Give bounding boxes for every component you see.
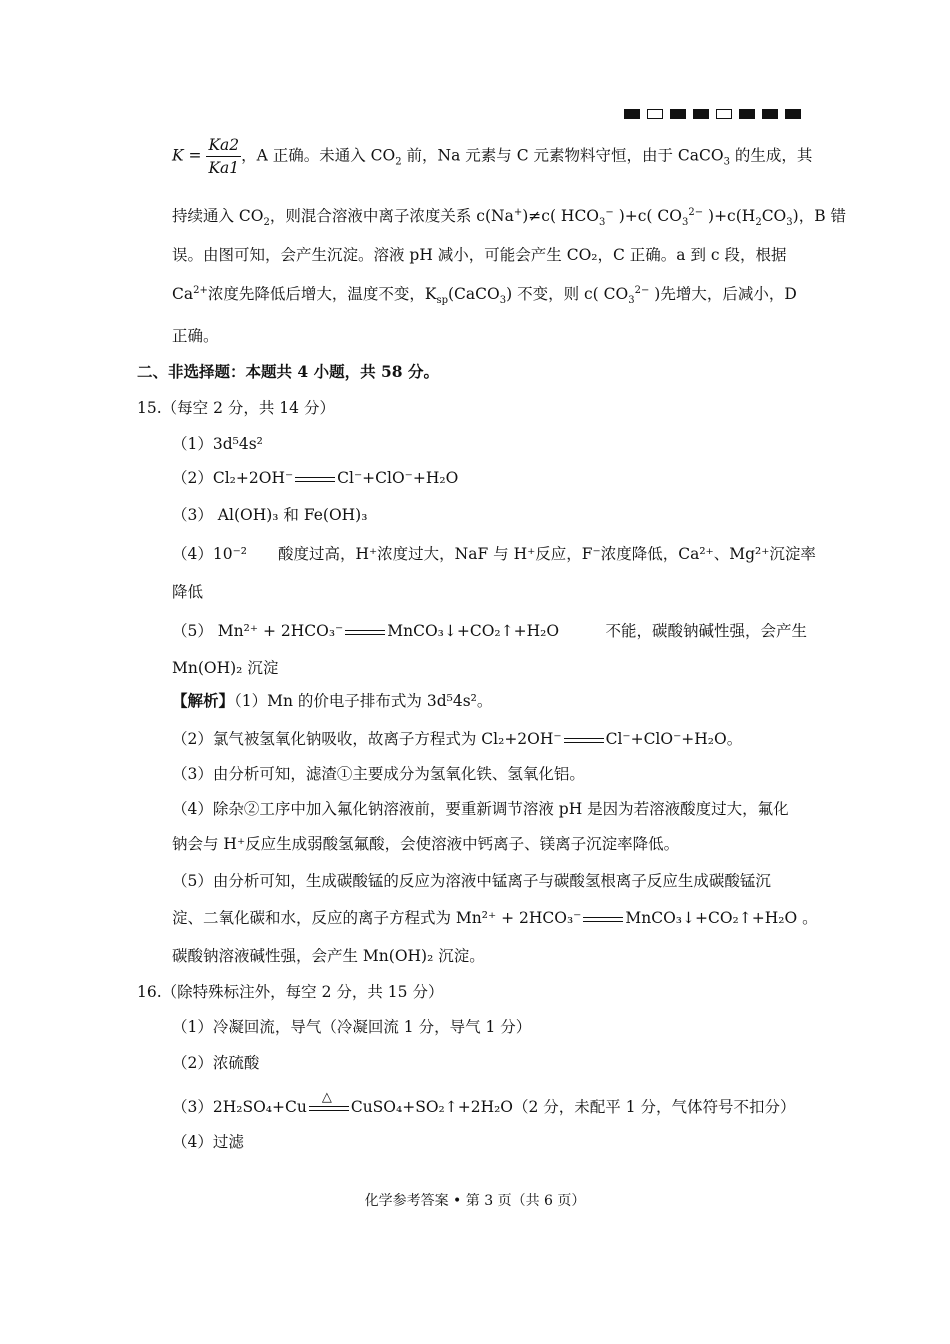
text: Cl⁻+ClO⁻+H₂O。 — [605, 730, 743, 748]
q15-heading: 15.（每空 2 分，共 14 分） — [137, 399, 335, 417]
q15-ex5-line3: 碳酸钠溶液碱性强，会产生 Mn(OH)₂ 沉淀。 — [172, 947, 485, 965]
k-denominator: Ka1 — [208, 159, 240, 177]
q15-ex5-line1: （5）由分析可知，生成碳酸锰的反应为溶液中锰离子与碳酸氢根离子反应生成碳酸锰沉 — [172, 872, 771, 890]
header-blocks — [624, 109, 801, 119]
text: MnCO₃↓+CO₂↑+H₂O 不能，碳酸钠碱性强，会产生 — [387, 622, 808, 640]
q16-a4: （4）过滤 — [172, 1133, 244, 1151]
q15-a3: （3） Al(OH)₃ 和 Fe(OH)₃ — [172, 506, 368, 524]
text: Ca — [172, 285, 194, 303]
p1-line4: $Ca^{2+}$浓度先降低后增大，温度不变，$K_{sp}(CaCO_3)$ 不变，则 c( $CO_3^{2-}$ )先增大，后减小，D — [172, 284, 797, 307]
q16-a3 — [172, 1089, 796, 1117]
p1-line3: 误。由图可知，会产生沉淀。溶液 pH 减小，可能会产生 CO₂，C 正确。a 到 c 段，根据 — [172, 246, 787, 264]
header-block — [785, 109, 801, 119]
text: （3）2H₂SO₄+Cu — [172, 1098, 307, 1116]
text: 浓度先降低后增大，温度不变，K — [207, 285, 437, 303]
q16-a2: （2）浓硫酸 — [172, 1054, 260, 1072]
header-block — [670, 109, 686, 119]
explanation-label: 【解析】 — [172, 691, 235, 710]
p1-line2: 持续通入 $CO_2$，则混合溶液中离子浓度关系 c(Na+)≠c( $HCO_3^-$ )+c( $CO_3^{2-}$ )$+c(H_2CO_3)$，B 错 — [172, 206, 847, 229]
q16-heading: 16.（除特殊标注外，每空 2 分，共 15 分） — [137, 983, 444, 1001]
text: 前，Na 元素与 C 元素物料守恒，由于 CaCO — [401, 146, 724, 165]
header-block — [762, 109, 778, 119]
text: )先增大，后减小，D — [649, 285, 797, 303]
text: （1）Mn 的价电子排布式为 3d⁵4s²。 — [234, 692, 493, 710]
q15-ex1 — [172, 689, 492, 711]
text: )+c(H — [703, 207, 756, 225]
text: （2）氯气被氢氧化钠吸收，故离子方程式为 Cl₂+2OH⁻ — [172, 730, 562, 748]
q15-a5-line1 — [172, 619, 807, 641]
text: ) 不变，则 c( CO — [506, 285, 629, 303]
text: ，A 正确。未通入 CO — [241, 146, 396, 165]
text: 淀、二氧化碳和水，反应的离子方程式为 Mn²⁺ + 2HCO₃⁻ — [172, 909, 582, 927]
header-block — [647, 109, 663, 119]
header-block — [739, 109, 755, 119]
text: CO — [761, 207, 787, 225]
q16-a1: （1）冷凝回流，导气（冷凝回流 1 分，导气 1 分） — [172, 1018, 532, 1036]
q15-ex2 — [172, 727, 742, 749]
text: （5） Mn²⁺ + 2HCO₃⁻ — [172, 622, 344, 640]
heated-equals-sign — [309, 1089, 349, 1111]
q15-a1: （1）3d⁵4s² — [172, 435, 263, 453]
q15-ex3: （3）由分析可知，滤渣①主要成分为氢氧化铁、氢氧化铝。 — [172, 765, 585, 783]
header-block — [716, 109, 732, 119]
equals-sign — [295, 477, 335, 482]
q15-a5-line2: Mn(OH)₂ 沉淀 — [172, 659, 279, 677]
text: ，则混合溶液中离子浓度关系 c(Na — [269, 207, 514, 225]
q15-ex5-line2 — [172, 906, 818, 928]
q15-a2 — [172, 466, 458, 488]
p1-line5: 正确。 — [172, 327, 219, 345]
text: CuSO₄+SO₂↑+2H₂O（2 分，未配平 1 分，气体符号不扣分） — [350, 1098, 796, 1116]
text: MnCO₃↓+CO₂↑+H₂O 。 — [625, 909, 818, 927]
text: )≠c( HCO — [522, 207, 600, 225]
text: )，B 错 — [792, 207, 847, 225]
k-fraction — [206, 136, 241, 177]
triangle-heat-icon: △ — [321, 1089, 332, 1105]
header-block — [624, 109, 640, 119]
text: 持续通入 CO — [172, 207, 264, 225]
equals-sign — [583, 917, 623, 922]
equals-sign — [345, 630, 385, 635]
text: (CaCO — [448, 285, 500, 303]
text: 的生成，其 — [729, 146, 813, 165]
q15-a4-line2: 降低 — [172, 583, 204, 601]
k-symbol: K = — [172, 146, 202, 165]
k-numerator: Ka2 — [206, 136, 241, 157]
q15-ex4-line2: 钠会与 H⁺反应生成弱酸氢氟酸，会使溶液中钙离子、镁离子沉淀率降低。 — [172, 835, 680, 853]
header-block — [693, 109, 709, 119]
q15-a4-line1: （4）10⁻² 酸度过高，H⁺浓度过大，NaF 与 H⁺反应，F⁻浓度降低，Ca²⁺、Mg²⁺沉淀率 — [172, 545, 816, 563]
q15-ex4-line1: （4）除杂②工序中加入氟化钠溶液前，要重新调节溶液 pH 是因为若溶液酸度过大，氟化 — [172, 800, 789, 818]
text: Cl⁻+ClO⁻+H₂O — [337, 469, 459, 487]
page-footer: 化学参考答案 • 第 3 页（共 6 页） — [364, 1193, 586, 1209]
text: （2）Cl₂+2OH⁻ — [172, 469, 294, 487]
equals-sign — [564, 738, 604, 743]
text: )+c( CO — [613, 207, 682, 225]
section-heading: 二、非选择题：本题共 4 小题，共 58 分。 — [137, 362, 439, 381]
p1-line1: K = $\frac{Ka2}{Ka1}$ ，A 正确。未通入 $CO_2$ 前，Na 元素与 C 元素物料守恒，由于 CaCO$_3$ 的生成，其 — [172, 136, 813, 177]
